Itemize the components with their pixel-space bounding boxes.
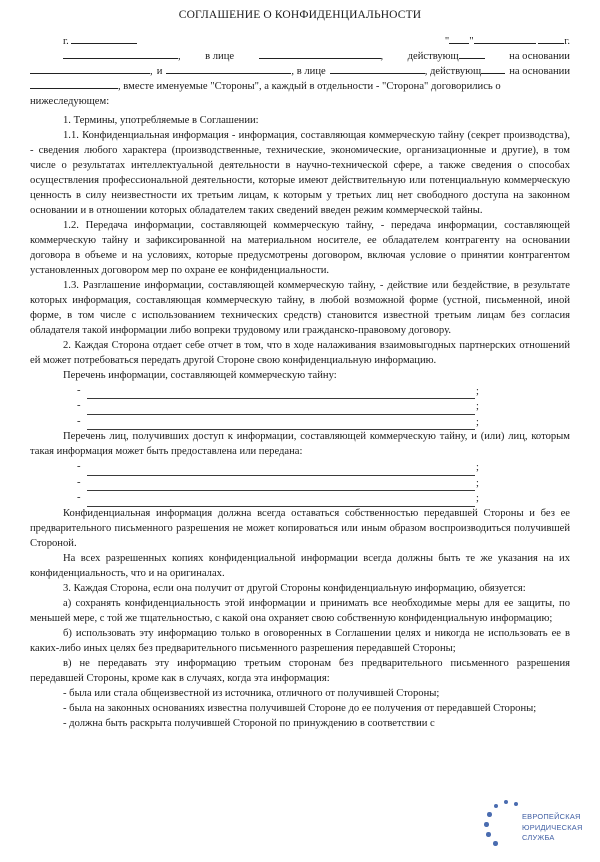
quote-close: " — [469, 36, 474, 47]
logo-text — [522, 812, 583, 844]
paragraph-copies: На всех разрешенных копиях конфиденциальной информации всегда должны быть те же указания на их конфиденциальность, что и на оригиналах. — [30, 552, 570, 579]
clause-3-v-item-2: - была на законных основаниях известна получившей Стороне до ее получения от передавшей Стороны; — [63, 702, 537, 714]
blank-list-item[interactable] — [30, 460, 570, 476]
dash-marker: - — [77, 492, 81, 504]
party2-blank[interactable] — [166, 64, 291, 74]
city-prefix-label: г. — [63, 36, 69, 47]
preamble-tail-cont-text: нижеследующем: — [30, 96, 110, 108]
document-body — [30, 114, 570, 731]
city-field — [30, 34, 137, 49]
blank-list-item[interactable] — [30, 384, 570, 400]
month-blank[interactable] — [474, 34, 536, 44]
clause-1-3: 1.3. Разглашение информации, составляющей коммерческую тайну, - действие или бездействие, в результате которых информация, составляющая коммерческую тайну, в любой возможной форме (устной, письменной, иной форме, в том числе с использованием технических средств) становится известной третьим лицам без согласия обладателя такой информации либо вопреки трудовому или гражданско-правовому договору. — [30, 279, 570, 336]
page-title: СОГЛАШЕНИЕ О КОНФИДЕНЦИАЛЬНОСТИ — [178, 9, 422, 21]
date-field — [445, 34, 570, 49]
representative2-blank[interactable] — [330, 64, 425, 74]
acting-label-2: , действующ — [424, 66, 482, 78]
blank-list-information — [30, 384, 570, 431]
acting-ending-blank-1[interactable] — [459, 49, 485, 59]
preamble-line-city-date — [30, 34, 570, 49]
representative1-blank[interactable] — [259, 49, 381, 59]
clause-1-1: 1.1. Конфиденциальная информация - информация, составляющая коммерческую тайну (секрет производства), - сведения любого характера (производственные, технические, экономические, организационные и другие), в том числе о результатах интеллектуальной деятельности в научно-технической сфере, а также сведения о способах осуществления профессиональной деятельности, которые имеют действительную или потенциальную коммерческую ценность в силу неизвестности их третьим лицам, к которым у третьих лиц нет свободного доступа на законном основании и в отношении которых обладателем таких сведений введен режим коммерческой тайны. — [30, 130, 570, 217]
preamble-line-tail — [30, 79, 570, 109]
logo-dots-icon — [480, 800, 526, 852]
blank-input-line[interactable] — [87, 387, 475, 399]
preamble-tail-text: , вместе именуемые "Стороны", а каждый в отдельности - "Сторона" договорились о — [118, 81, 501, 93]
blank-list-item[interactable] — [30, 491, 570, 507]
party1-blank[interactable] — [63, 49, 178, 59]
dash-marker: - — [77, 384, 81, 396]
semicolon-marker: ; — [476, 385, 479, 397]
in-person-of-label-2: , в лице — [291, 66, 326, 78]
paragraph-ownership: Конфиденциальная информация должна всегда оставаться собственностью передавшей Стороны и без ее предварительного письменного разрешения не может копироваться или иным образом воспроизводиться получившей Стороной. — [30, 507, 570, 549]
logo-line-3: СЛУЖБА — [522, 833, 555, 843]
preamble-line-party2 — [30, 64, 570, 79]
clause-3-v-item-1: - была или стала общеизвестной из источника, отличного от получившей Стороны; — [63, 687, 440, 699]
semicolon-marker: ; — [476, 493, 479, 505]
semicolon-marker: ; — [476, 477, 479, 489]
comma-1: , — [178, 51, 181, 63]
clause-3-b: б) использовать эту информацию только в оговоренных в Соглашении целях и никогда не использовать ее в каких-либо иных целях без предварительного письменного разрешения передавшей Стороны; — [30, 627, 570, 654]
preamble-block — [30, 34, 570, 109]
in-person-of-label: в лице — [205, 51, 235, 63]
blank-input-line[interactable] — [87, 495, 475, 507]
logo-line-2: ЮРИДИЧЕСКАЯ — [522, 822, 583, 832]
logo-line-1: ЕВРОПЕЙСКАЯ — [522, 812, 581, 821]
semicolon-marker: ; — [476, 416, 479, 428]
clause-1-2: 1.2. Передача информации, составляющей коммерческую тайну, - передача информации, составляющей коммерческую тайну и зафиксированной на материальном носителе, ее обладателем контрагенту на основании договора в объеме и на условиях, которые предусмотрены договором, включая условие о принятии контрагентом установленных договором мер по охране ее конфиденциальности. — [30, 220, 570, 276]
preamble-line-party1 — [30, 49, 570, 64]
section-1-heading: 1. Термины, употребляемые в Соглашении: — [63, 115, 259, 127]
dash-marker: - — [77, 461, 81, 473]
semicolon-marker: ; — [476, 401, 479, 413]
acting-label-1: действующ — [407, 51, 459, 63]
section-3-heading: 3. Каждая Сторона, если она получит от другой Стороны конфиденциальную информацию, обязуется: — [63, 582, 526, 594]
city-blank[interactable] — [71, 34, 137, 44]
year-blank[interactable] — [538, 34, 564, 44]
and-label: и — [156, 66, 163, 78]
day-blank[interactable] — [449, 34, 469, 44]
list-2-caption: Перечень лиц, получивших доступ к информации, составляющей коммерческую тайну, и (или) лиц, которым такая информация может быть предоставлена или передана: — [30, 431, 570, 458]
blank-list-item[interactable] — [30, 399, 570, 415]
clause-2: 2. Каждая Сторона отдает себе отчет в том, что в ходе налаживания взаимовыгодных партнерских отношений ей может потребоваться передать другой Стороне свою конфиденциальную информацию. — [30, 339, 570, 366]
watermark-logo — [480, 798, 592, 856]
comma-2: , — [380, 51, 384, 63]
blank-input-line[interactable] — [87, 464, 475, 476]
quote-open: " — [444, 36, 450, 47]
on-basis-label-2: на основании — [509, 66, 571, 78]
clause-3-v-item-3: - должна быть раскрыта получившей Стороной по принуждению в соответствии с — [63, 717, 435, 729]
blank-input-line[interactable] — [87, 403, 475, 415]
blank-list-item[interactable] — [30, 476, 570, 492]
blank-input-line[interactable] — [87, 479, 475, 491]
clause-3-a: а) сохранять конфиденциальность этой информации и принимать все необходимые меры для ее защиты, по меньшей мере, с той же тщательностью, с какой она охраняет свою собственную конфиденциальную информацию; — [30, 597, 570, 624]
clause-3-v: в) не передавать эту информацию третьим сторонам без предварительного письменного разрешения передавшей Стороны, кроме как в случаях, когда эта информация: — [30, 657, 570, 684]
year-suffix-label: г. — [564, 36, 570, 47]
acting-ending-blank-2[interactable] — [481, 64, 505, 74]
dash-marker: - — [77, 415, 81, 427]
comma-3: , — [150, 66, 153, 78]
on-basis-label-1: на основании — [509, 51, 570, 63]
blank-list-persons — [30, 460, 570, 507]
basis1-blank[interactable] — [30, 64, 150, 74]
blank-input-line[interactable] — [87, 418, 475, 430]
dash-marker: - — [77, 476, 81, 488]
dash-marker: - — [77, 400, 81, 412]
blank-list-item[interactable] — [30, 415, 570, 431]
basis2-blank[interactable] — [30, 79, 118, 89]
list-1-caption: Перечень информации, составляющей коммерческую тайну: — [63, 369, 337, 381]
semicolon-marker: ; — [476, 462, 479, 474]
